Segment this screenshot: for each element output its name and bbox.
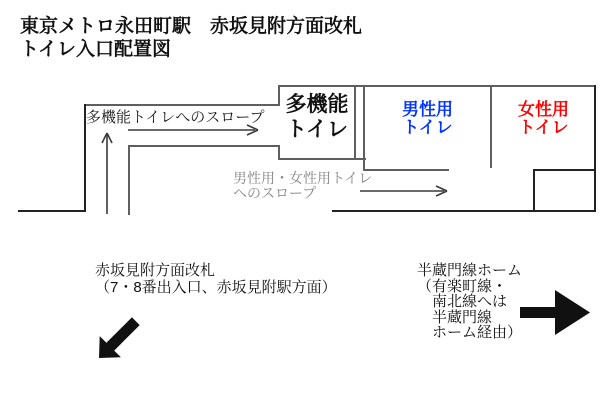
ramp-to-mens-womens-label <box>233 171 372 201</box>
gate-annotation <box>95 263 337 296</box>
wall-bottom-left <box>18 210 86 212</box>
wall-small-room-left <box>533 169 535 212</box>
wall-multi-box-bottom <box>278 158 366 160</box>
wall-mens-bottom <box>363 169 449 171</box>
page-title-line2: トイレ入口配置図 <box>20 39 172 60</box>
multifunction-toilet-line2: トイレ <box>286 118 348 141</box>
big-right-arrow-icon <box>519 289 591 336</box>
wall-corridor-left <box>128 145 130 215</box>
gate-annotation-line2: （7・8番出入口、赤坂見附駅方面） <box>95 278 337 296</box>
gate-annotation-line1: 赤坂見附方面改札 <box>95 262 216 279</box>
mens-toilet-line2: トイレ <box>402 118 453 137</box>
wall-top <box>278 85 596 87</box>
big-lower-left-arrow-icon <box>96 317 142 360</box>
wall-bottom-right <box>332 210 596 212</box>
womens-toilet-line1: 女性用 <box>518 100 569 119</box>
up-arrow-icon <box>99 130 115 216</box>
ramp-to-mens-womens-line1: 男性用・女性用トイレ <box>233 170 373 186</box>
platform-annotation-line2: （有楽町線・ <box>417 277 508 295</box>
ramp-mw-right-arrow-icon <box>358 183 450 199</box>
platform-annotation-line3: 南北線へは <box>417 293 508 310</box>
page-title-line1: 東京メトロ永田町駅 赤坂見附方面改札 <box>20 16 363 37</box>
womens-toilet-room-label <box>492 101 595 137</box>
page-title <box>20 15 362 61</box>
womens-toilet-line2: トイレ <box>518 118 569 137</box>
ramp-multi-right-arrow-icon <box>126 122 262 138</box>
multifunction-toilet-room-label <box>279 92 355 142</box>
platform-annotation-line4: 半蔵門線 <box>417 308 493 326</box>
wall-small-room-top <box>533 169 596 171</box>
platform-annotation <box>417 263 522 341</box>
multifunction-toilet-line1: 多機能 <box>285 93 349 116</box>
ramp-to-multi-toilet-label: 多機能トイレへのスロープ <box>86 109 265 126</box>
platform-annotation-line1: 半蔵門線ホーム <box>417 262 523 279</box>
wall-corridor-bottom <box>128 145 280 147</box>
platform-annotation-line5: ホーム経由） <box>417 324 523 341</box>
ramp-to-mens-womens-line2: へのスロープ <box>233 185 317 201</box>
mens-toilet-line1: 男性用 <box>402 100 453 119</box>
mens-toilet-room-label <box>364 101 491 137</box>
